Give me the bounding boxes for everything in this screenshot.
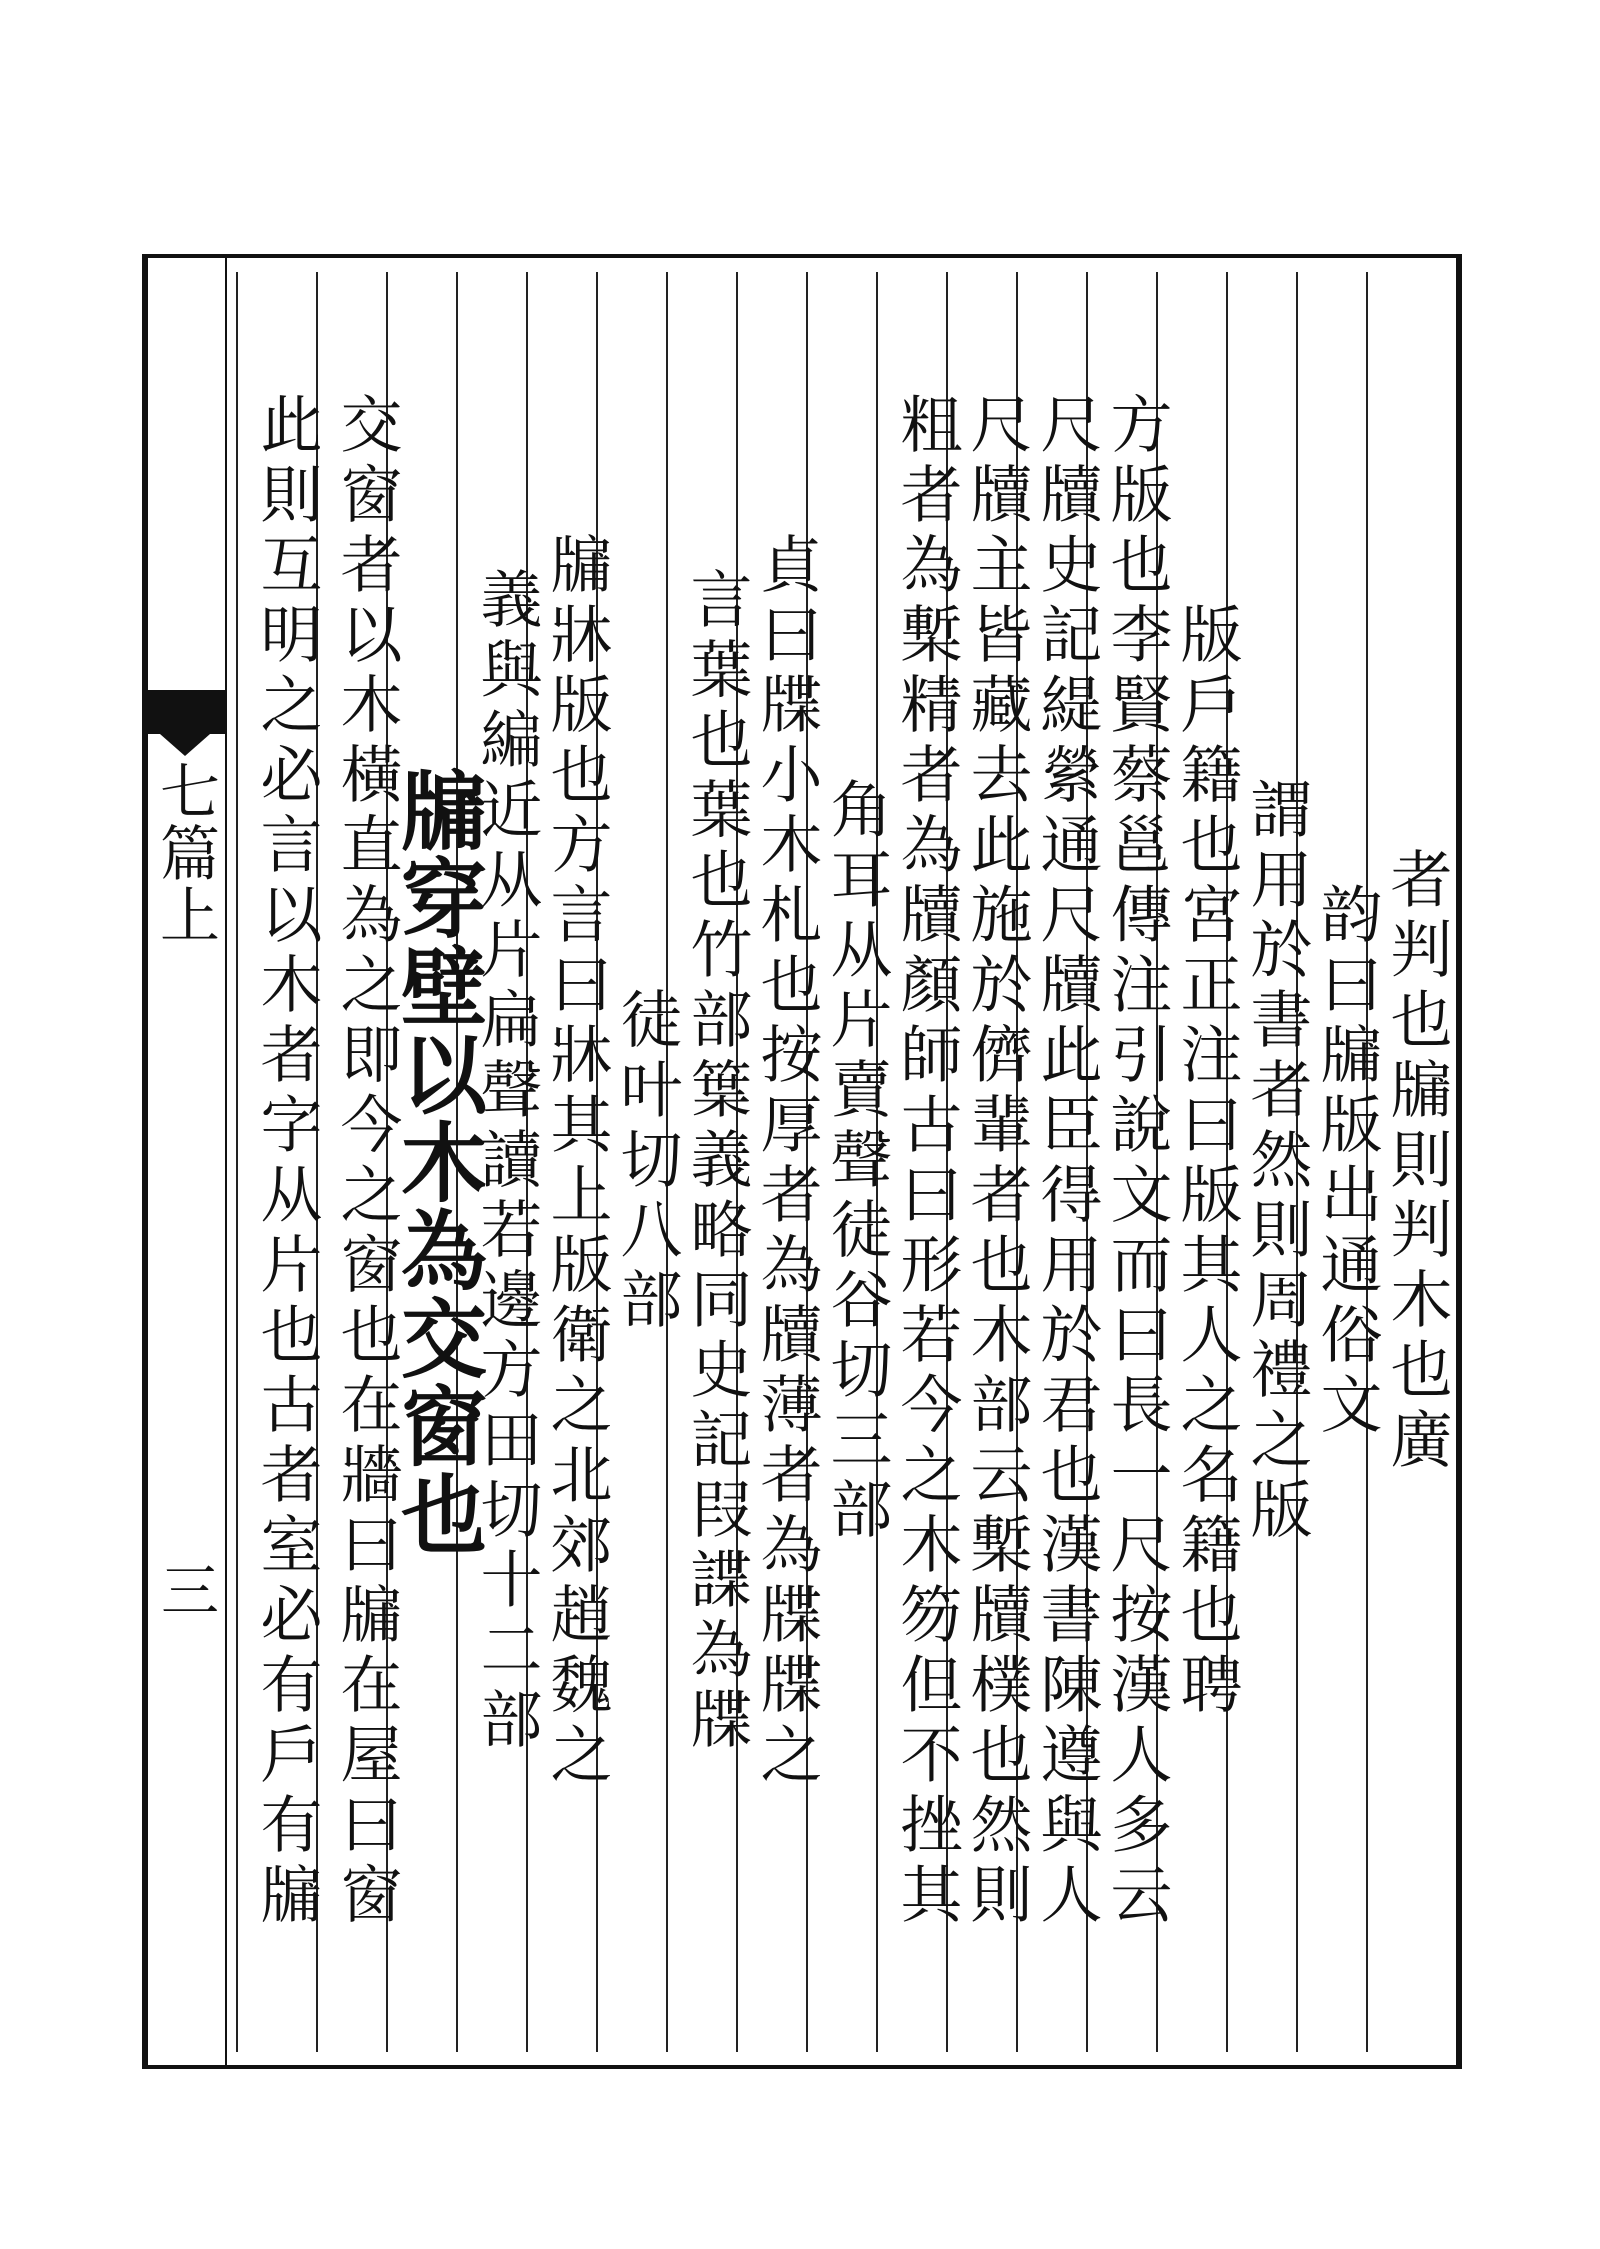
column-text: 徒叶切八部	[610, 987, 683, 1337]
leaf-number: 三	[151, 1560, 219, 1618]
column-text: 牖穿壁以木為交窗也	[386, 766, 487, 1558]
fishtail-mark	[142, 690, 227, 734]
column-text: 貞曰牒小木札也按厚者為牘薄者為牒牒之	[750, 532, 823, 1792]
column-text: 方版也李賢蔡邕傳注引說文而曰長一尺按漢人多云	[1100, 392, 1173, 1932]
column-text: 交窗者以木橫直為之即今之窗也在牆曰牖在屋曰窗	[330, 392, 403, 1932]
column-text: 粗者為槧精者為牘顏師古曰形若今之木笏但不挫其	[890, 392, 963, 1932]
fishtail-notch	[160, 734, 210, 756]
column-text: 此則互明之必言以木者字从片也古者室必有戶有牖	[250, 392, 323, 1932]
column-text: 韵曰牖版出通俗文	[1310, 882, 1383, 1442]
column-text: 謂用於書者然則周禮之版	[1240, 777, 1313, 1547]
fascicle-title: 七篇上	[150, 760, 220, 946]
column-text: 義與編近从片扁聲讀若邊方田切十二部	[470, 567, 543, 1757]
column-text: 言葉也葉也竹部䈎義略同史記叚諜為牒	[680, 567, 753, 1757]
column-text: 牖牀版也方言曰牀其上版衛之北郊趙魏之	[540, 532, 613, 1792]
column-text: 尺牘史記緹縈通尺牘此臣得用於君也漢書陳遵與人	[1030, 392, 1103, 1932]
column-text: 尺牘主皆藏去此施於儕輩者也木部云槧牘樸也然則	[960, 392, 1033, 1932]
column-text: 版戶籍也宮正注曰版其人之名籍也聘	[1170, 602, 1243, 1722]
column-text: 者判也牖則判木也廣	[1380, 847, 1453, 1477]
gutter-band	[142, 254, 227, 2069]
text-column	[236, 272, 332, 2052]
column-text: 角耳从片賣聲徒谷切三部	[820, 777, 893, 1547]
